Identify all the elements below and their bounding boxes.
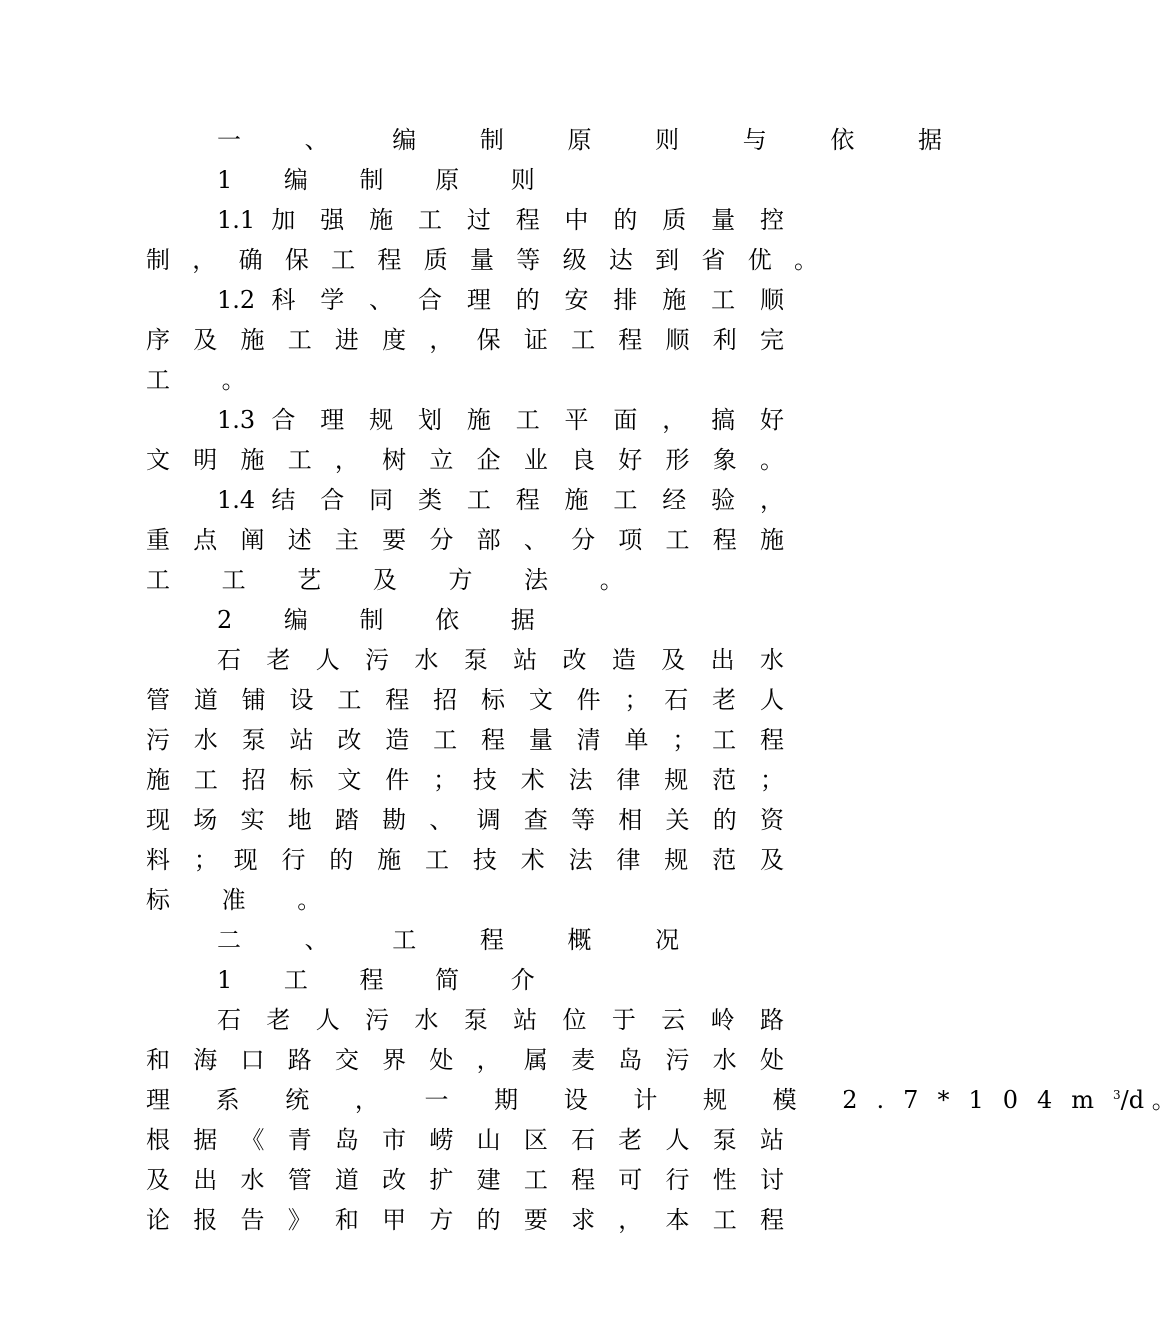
paragraph-line: 工 工 艺 及 方 法 。 xyxy=(146,566,646,594)
paragraph-line: 施 工 招 标 文 件 ； 技 术 法 律 规 范 ； xyxy=(146,766,784,794)
paragraph-line: 制 ， 确 保 工 程 质 量 等 级 达 到 省 优 。 xyxy=(146,246,818,274)
paragraph-line: 污 水 泵 站 改 造 工 程 量 清 单 ； 工 程 xyxy=(146,726,784,754)
paragraph-line: 及 出 水 管 道 改 扩 建 工 程 可 行 性 讨 xyxy=(146,1166,784,1194)
paragraph-line: 1.4 结 合 同 类 工 程 施 工 经 验 ， xyxy=(217,486,784,514)
paragraph-line: 重 点 阐 述 主 要 分 部 、 分 项 工 程 施 xyxy=(146,526,784,554)
paragraph-line: 石 老 人 污 水 泵 站 改 造 及 出 水 xyxy=(217,646,784,674)
section-heading-2: 二 、 工 程 概 况 xyxy=(217,926,708,954)
paragraph-line: 1.1 加 强 施 工 过 程 中 的 质 量 控 xyxy=(217,206,784,234)
paragraph-line: 和 海 口 路 交 界 处 ， 属 麦 岛 污 水 处 xyxy=(146,1046,784,1074)
subheading-1: 1 编 制 原 则 xyxy=(217,166,557,194)
paragraph-line: 根 据 《 青 岛 市 崂 山 区 石 老 人 泵 站 xyxy=(146,1126,784,1154)
paragraph-line: 管 道 铺 设 工 程 招 标 文 件 ； 石 老 人 xyxy=(146,686,784,714)
paragraph-line: 1.2 科 学 、 合 理 的 安 排 施 工 顺 xyxy=(217,286,784,314)
subheading-3: 1 工 程 简 介 xyxy=(217,966,557,994)
paragraph-line: 石 老 人 污 水 泵 站 位 于 云 岭 路 xyxy=(217,1006,784,1034)
paragraph-line: 论 报 告 》 和 甲 方 的 要 求 ， 本 工 程 xyxy=(146,1206,784,1234)
paragraph-line: 现 场 实 地 踏 勘 、 调 查 等 相 关 的 资 xyxy=(146,806,784,834)
subheading-2: 2 编 制 依 据 xyxy=(217,606,557,634)
paragraph-line: 序 及 施 工 进 度 ， 保 证 工 程 顺 利 完 xyxy=(146,326,784,354)
paragraph-line: 1.3 合 理 规 划 施 工 平 面 ， 搞 好 xyxy=(217,406,784,434)
superscript: 3 xyxy=(1113,1088,1121,1102)
section-heading-1: 一 、 编 制 原 则 与 依 据 xyxy=(217,126,971,154)
paragraph-line: 标 准 。 xyxy=(146,886,344,914)
paragraph-line-with-unit xyxy=(146,1085,1176,1115)
unit-text: /d 。 xyxy=(1120,1086,1176,1114)
paragraph-text: 理 系 统 ， 一 期 设 计 规 模 2.7*104m xyxy=(146,1086,1114,1114)
paragraph-line: 料 ； 现 行 的 施 工 技 术 法 律 规 范 及 xyxy=(146,846,784,874)
paragraph-line: 工 。 xyxy=(146,366,268,394)
paragraph-line: 文 明 施 工 ， 树 立 企 业 良 好 形 象 。 xyxy=(146,446,784,474)
